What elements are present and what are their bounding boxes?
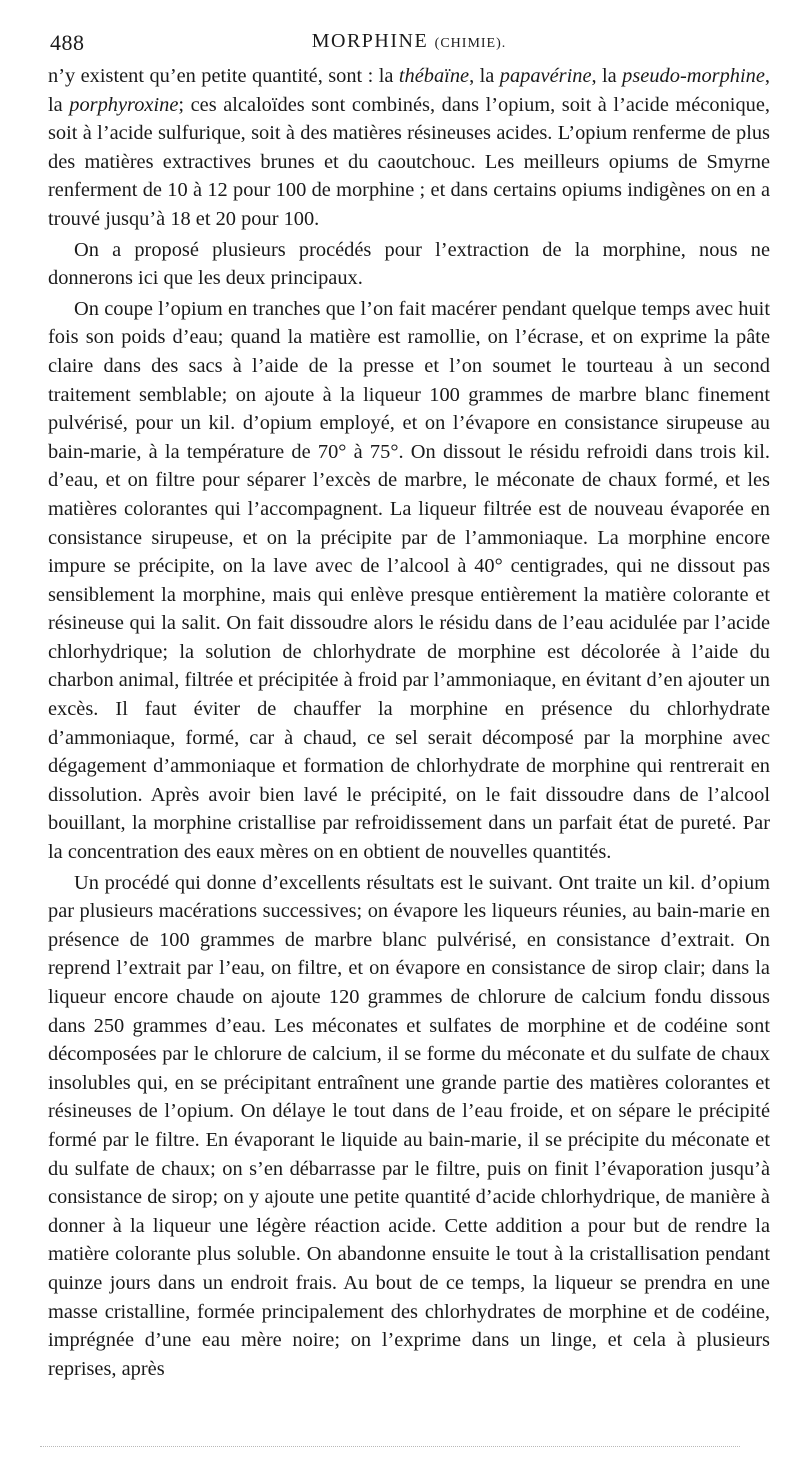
body-text	[48, 62, 770, 1383]
italic-term: pseudo-morphine	[622, 65, 765, 87]
italic-term: papavérine	[499, 65, 592, 87]
paragraph	[48, 236, 770, 293]
text-run: n’y existent qu’en petite quantité, sont : la	[48, 65, 399, 87]
paragraph	[48, 62, 770, 234]
paragraph	[48, 295, 770, 867]
running-title	[48, 30, 770, 53]
italic-term: porphyroxine	[69, 93, 179, 116]
running-title-main: MORPHINE	[311, 30, 429, 52]
text-run: , la	[591, 65, 623, 87]
document-page	[48, 30, 770, 1383]
italic-term: thébaïne	[398, 65, 470, 87]
text-run: Un procédé qui donne d’excellents résultats est le suivant. Ont traite un kil. d’opium par plusieurs macérations successives; on évapore les liqueurs réunies, au bain-marie en présence de 100 grammes de marbre blanc pulvérisé, en consistance d’extrait. On reprend l’extrait par l’eau, on filtre, et on évapore en consistance de sirop clair; dans la liqueur encore chaude on ajoute 120 grammes de chlorure de calcium fondu dissous dans 250 grammes d’eau. Les méconates et sulfates de morphine et de codéine sont décomposées par le chlorure de calcium, il se forme du méconate et du sulfate de chaux insolubles qui, en se précipitant entraînent une grande partie des matières colorantes et résineuses de l’opium. On délaye le tout dans de l’eau froide, et on sépare le précipité formé par le filtre. En évaporant le liquide au bain-marie, il se précipite du méconate et du sulfate de chaux; on s’en débarrasse par le filtre, puis on finit l’évaporation jusqu’à consistance de sirop; on y ajoute une petite quantité d’acide chlorhydrique, de manière à donner à la liqueur une légère réaction acide. Cette addition a pour but de rendre la matière colorante plus soluble. On abandonne ensuite le tout à la cristallisation pendant quinze jours dans un endroit frais. Au bout de ce temps, la liqueur se prendra en une masse cristalline, formée principalement des chlorhydrates de morphine et de codéine, imprégnée d’une eau mère noire; on l’exprime dans un linge, et cela à plusieurs reprises, après	[48, 871, 770, 1380]
page-number: 488	[50, 30, 85, 55]
running-head	[48, 30, 770, 56]
text-run: ; ces alcaloïdes sont combinés, dans l’opium, soit à l’acide méconique, soit à l’acide sulfurique, soit à des matières résineuses acides. L’opium renferme de plus des matières extractives brunes et du caoutchouc. Les meilleurs opiums de Smyrne renferment de 10 à 12 pour 100 de morphine ; et dans certains opiums indigènes on en a trouvé jusqu’à 18 et 20 pour 100.	[48, 93, 770, 230]
text-run: , la	[48, 65, 770, 116]
text-run: , la	[469, 65, 500, 87]
text-run: On coupe l’opium en tranches que l’on fait macérer pendant quelque temps avec huit fois son poids d’eau; quand la matière est ramollie, on l’écrase, et on exprime la pâte claire dans des sacs à l’aide de la presse et l’on soumet le tourteau à un second traitement semblable; on ajoute à la liqueur 100 grammes de marbre blanc finement pulvérisé, pour un kil. d’opium employé, et on l’évapore en consistance sirupeuse au bain-marie, à la température de 70° à 75°. On dissout le résidu refroidi dans trois kil. d’eau, et on filtre pour séparer l’excès de marbre, le méconate de chaux formé, et les matières colorantes qui l’accompagnent. La liqueur filtrée est de nouveau évaporée en consistance sirupeuse, et on la précipite par de l’ammoniaque. La morphine encore impure se précipite, on la lave avec de l’alcool à 40° centigrades, qui ne dissout pas sensiblement la morphine, mais qui enlève presque entièrement la matière colorante et résineuse qui la salit. On fait dissoudre alors le résidu dans de l’eau acidulée par l’acide chlorhydrique; la solution de chlorhydrate de morphine est décolorée à l’aide du charbon animal, filtrée et précipitée à froid par l’ammoniaque, en évitant d’en ajouter un excès. Il faut éviter de chauffer la morphine en présence du chlorhydrate d’ammoniaque, formé, car à chaud, ce sel serait décomposé par la morphine avec dégagement d’ammoniaque et formation de chlorhydrate de morphine qui rentrerait en dissolution. Après avoir bien lavé le précipité, on le fait dissoudre dans de l’alcool bouillant, la morphine cristallise par refroidissement dans un parfait état de pureté. Par la concentration des eaux mères on en obtient de nouvelles quantités.	[48, 297, 770, 864]
text-run: On a proposé plusieurs procédés pour l’extraction de la morphine, nous ne donnerons ici que les deux principaux.	[48, 238, 770, 290]
running-title-subtitle: (CHIMIE).	[434, 36, 507, 51]
paragraph	[48, 869, 770, 1384]
page-bottom-rule	[40, 1446, 740, 1449]
